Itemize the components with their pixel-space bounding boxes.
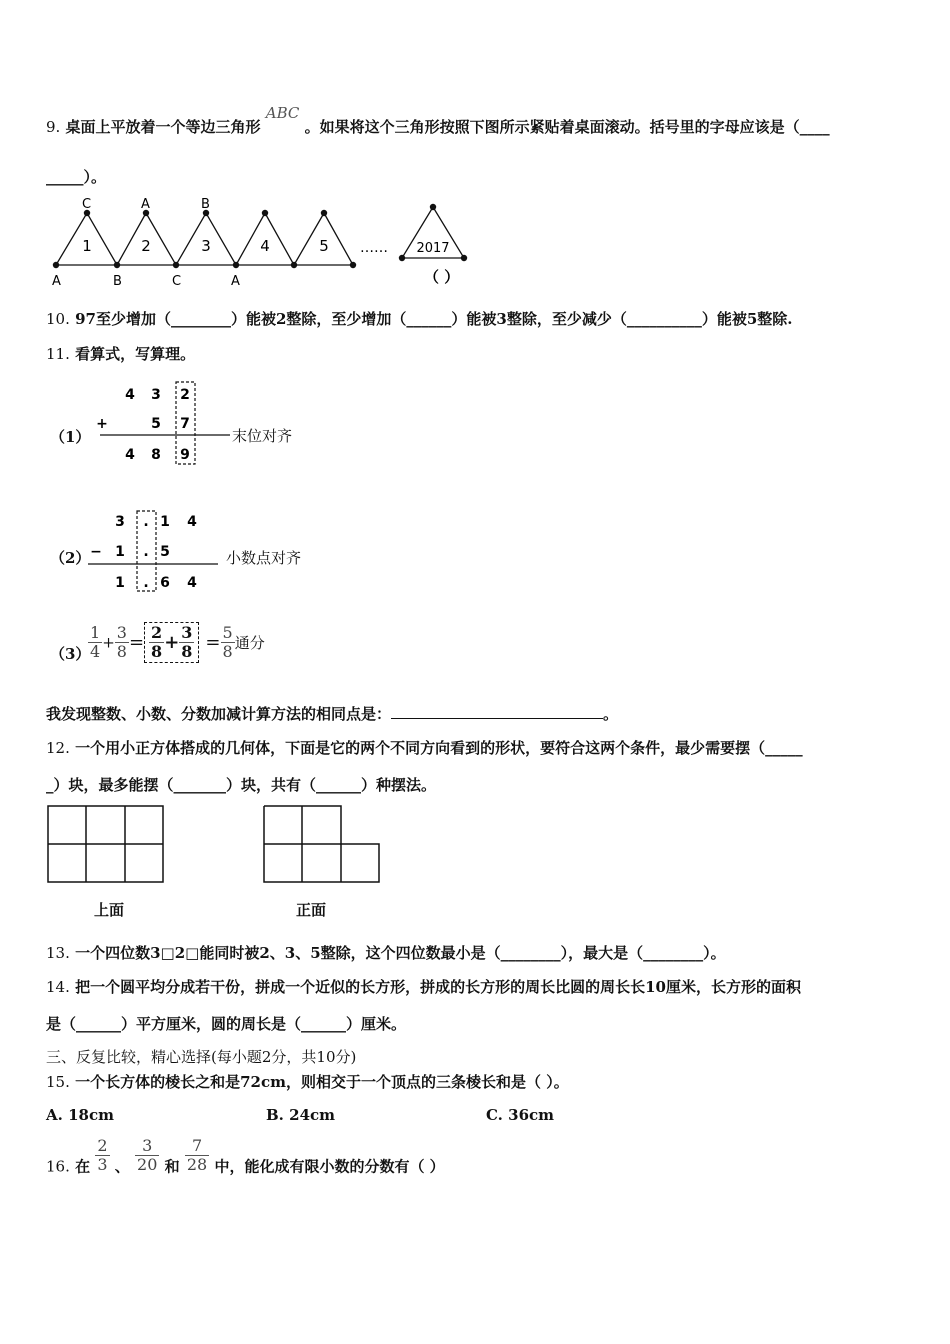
numerator: 3 bbox=[135, 1137, 159, 1156]
q15 bbox=[46, 1071, 569, 1092]
digit: 9 bbox=[180, 447, 190, 463]
minus-sign: − bbox=[90, 544, 102, 560]
top-label: C bbox=[82, 197, 92, 212]
q9-text-b: 。如果将这个三角形按照下图所示紧贴着桌面滚动。括号里的字母应该是（____ bbox=[304, 118, 830, 136]
q10 bbox=[46, 308, 793, 329]
q11-p1-vertical-addition bbox=[90, 378, 230, 468]
decimal-point: . bbox=[143, 544, 149, 560]
fraction bbox=[135, 1137, 159, 1174]
answer-blank: （ ） bbox=[424, 268, 460, 286]
bottom-label: B bbox=[113, 274, 122, 289]
q11-p1-label: （1） bbox=[50, 428, 91, 446]
q12-number: 12. bbox=[46, 739, 70, 757]
q11-title: 看算式，写算理。 bbox=[75, 345, 196, 363]
q11-p2-vertical-subtraction bbox=[86, 508, 222, 596]
q9-line1 bbox=[46, 104, 830, 137]
q14-line2: 是（______）平方厘米，圆的周长是（______）厘米。 bbox=[46, 1015, 407, 1033]
numerator: 7 bbox=[185, 1137, 209, 1156]
q12-line2: _）块，最多能摆（_______）块，共有（______）种摆法。 bbox=[46, 776, 437, 794]
triangle-number-2017: 2017 bbox=[416, 241, 450, 256]
q11-p3-expression bbox=[88, 622, 265, 663]
top-label: A bbox=[141, 197, 150, 212]
denominator: 8 bbox=[181, 642, 193, 661]
digit: 4 bbox=[125, 447, 135, 463]
q13-number: 13. bbox=[46, 944, 70, 962]
top-label: B bbox=[201, 197, 210, 212]
option-key: B. bbox=[266, 1106, 284, 1124]
digit: 1 bbox=[160, 514, 170, 530]
digit: 5 bbox=[160, 544, 170, 560]
digit: 1 bbox=[115, 544, 125, 560]
digit: 8 bbox=[151, 447, 161, 463]
denominator: 8 bbox=[222, 642, 233, 661]
digit: 7 bbox=[180, 416, 190, 432]
q16 bbox=[46, 1137, 445, 1177]
denominator: 8 bbox=[151, 642, 163, 661]
q14-number: 14. bbox=[46, 978, 70, 996]
q9-line2: _____）。 bbox=[46, 168, 107, 186]
numerator: 2 bbox=[151, 623, 163, 642]
digit: 2 bbox=[180, 387, 190, 403]
q15-option-b[interactable] bbox=[266, 1106, 335, 1124]
fraction bbox=[185, 1137, 209, 1174]
q15-text: 一个长方体的棱长之和是72cm，则相交于一个顶点的三条棱长和是（ ）。 bbox=[75, 1073, 569, 1091]
plus-sign: + bbox=[164, 632, 180, 653]
digit: 5 bbox=[151, 416, 161, 432]
fraction bbox=[149, 624, 164, 661]
q13-text: 一个四位数3□2□能同时被2、3、5整除，这个四位数最小是（________），最大是（________）。 bbox=[75, 944, 726, 962]
triangle-number: 4 bbox=[260, 237, 270, 255]
equals-sign: = bbox=[205, 632, 221, 653]
q13 bbox=[46, 942, 726, 963]
q9-text-a: 桌面上平放着一个等边三角形 bbox=[65, 118, 261, 136]
discovery-text: 我发现整数、小数、分数加减计算方法的相同点是： bbox=[46, 705, 392, 723]
q9-rolling-triangle-figure bbox=[40, 196, 500, 292]
digit: 4 bbox=[187, 575, 197, 591]
q9-number: 9. bbox=[46, 118, 61, 136]
fraction bbox=[179, 624, 194, 661]
q11-discovery bbox=[46, 703, 618, 724]
q15-option-c[interactable] bbox=[486, 1106, 554, 1124]
q16-post: 中，能化成有限小数的分数有（ ） bbox=[214, 1157, 445, 1176]
section-3-title: 三、反复比较，精心选择(每小题2分，共10分) bbox=[46, 1048, 357, 1066]
answer-line bbox=[391, 704, 603, 719]
common-denominator-box bbox=[144, 622, 199, 663]
label-front-view: 正面 bbox=[296, 901, 327, 919]
q10-number: 10. bbox=[46, 310, 70, 328]
label-top-view: 上面 bbox=[94, 901, 125, 919]
option-key: A. bbox=[46, 1106, 63, 1124]
q15-option-a[interactable] bbox=[46, 1106, 114, 1124]
q10-text: 97至少增加（________）能被2整除，至少增加（______）能被3整除，至少减少（__________）能被5整除. bbox=[75, 310, 793, 328]
option-value: 24cm bbox=[289, 1106, 336, 1124]
q11-p2-label: （2） bbox=[50, 549, 91, 567]
q11-p2-note: 小数点对齐 bbox=[226, 549, 302, 567]
q14-text-a: 把一个圆平均分成若干份，拼成一个近似的长方形，拼成的长方形的周长比圆的周长长10厘米，长方形的面积 bbox=[75, 978, 801, 996]
q12-text-a: 一个用小正方体搭成的几何体，下面是它的两个不同方向看到的形状，要符合这两个条件，最少需要摆（_____ bbox=[75, 739, 803, 757]
numerator: 2 bbox=[97, 1136, 108, 1155]
plus-sign: + bbox=[96, 416, 108, 432]
option-value: 18cm bbox=[68, 1106, 114, 1124]
ellipsis: …… bbox=[360, 240, 388, 256]
fraction bbox=[88, 624, 102, 661]
decimal-point: . bbox=[143, 514, 149, 530]
q11-title-line bbox=[46, 343, 195, 364]
separator: 和 bbox=[164, 1157, 180, 1176]
triangle-number: 5 bbox=[319, 237, 329, 255]
discovery-end: 。 bbox=[603, 705, 619, 723]
bottom-label: C bbox=[172, 274, 182, 289]
digit: 4 bbox=[125, 387, 135, 403]
digit: 3 bbox=[115, 514, 125, 530]
fraction bbox=[95, 1137, 109, 1174]
digit: 6 bbox=[160, 575, 170, 591]
digit: 3 bbox=[151, 387, 161, 403]
denominator: 8 bbox=[116, 642, 127, 661]
option-value: 36cm bbox=[508, 1106, 555, 1124]
fraction bbox=[115, 624, 129, 661]
q11-number: 11. bbox=[46, 345, 70, 363]
digit: 1 bbox=[115, 575, 125, 591]
q11-p3-label: （3） bbox=[50, 645, 91, 663]
separator: 、 bbox=[114, 1157, 130, 1176]
triangle-number: 1 bbox=[82, 237, 92, 255]
numerator: 5 bbox=[222, 623, 233, 642]
decimal-point: . bbox=[143, 575, 149, 591]
option-key: C. bbox=[486, 1106, 503, 1124]
q14-line1 bbox=[46, 976, 801, 997]
denominator: 28 bbox=[186, 1155, 208, 1174]
q11-p3-note: 通分 bbox=[234, 634, 265, 652]
q11-p1-note: 末位对齐 bbox=[232, 427, 293, 445]
bottom-label: A bbox=[52, 274, 61, 289]
q16-pre: 在 bbox=[75, 1157, 91, 1176]
bottom-label: A bbox=[231, 274, 240, 289]
q15-number: 15. bbox=[46, 1073, 70, 1091]
numerator: 1 bbox=[90, 623, 101, 642]
q12-views-figure bbox=[46, 804, 386, 886]
triangle-number: 2 bbox=[141, 237, 151, 255]
denominator: 20 bbox=[137, 1155, 158, 1174]
denominator: 3 bbox=[97, 1155, 108, 1174]
plus-sign: + bbox=[102, 633, 115, 652]
numerator: 3 bbox=[181, 623, 193, 642]
equals-sign: = bbox=[128, 632, 145, 653]
q12-line1 bbox=[46, 737, 803, 758]
q16-number: 16. bbox=[46, 1157, 70, 1176]
fraction bbox=[221, 624, 235, 661]
triangle-number: 3 bbox=[201, 237, 211, 255]
numerator: 3 bbox=[116, 623, 127, 642]
q9-abc: ABC bbox=[265, 104, 300, 122]
digit: 4 bbox=[187, 514, 197, 530]
denominator: 4 bbox=[90, 642, 101, 661]
